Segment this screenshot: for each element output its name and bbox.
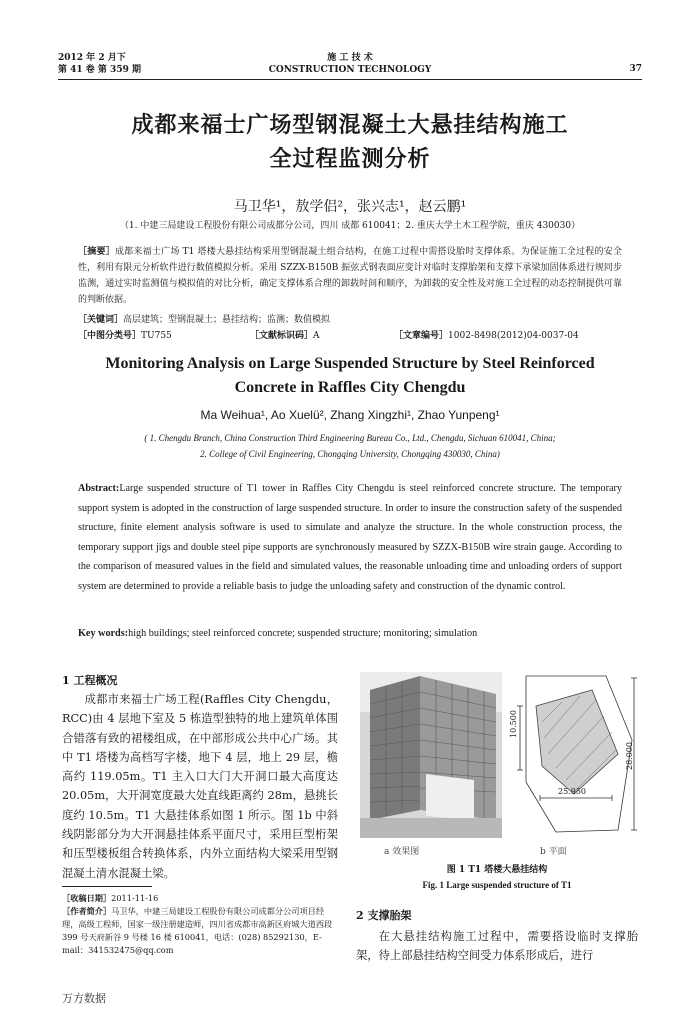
section1-body: 成都市来福士广场工程(Raffles City Chengdu，RCC)由 4 层地下室及 5 栋造型独特的地上建筑单体围合错落有致的裙楼组成，在中部形成公共中心广场。其中 T1 塔楼为高档写字楼，地下 4 层，地上 29 层，檐高约 119.05m。T1 主入口大门大开洞口最大高度达 20.05m，大开洞宽度最大处直线距离约 28m，悬挑长度约 10.5m。T1 大悬挂体系如图 1 所示。图 1b 中斜线阴影部分为大开洞悬挂体系平面尺寸，采用巨型桁架和压型楼板组合转换体系，内外立面结构大梁采用型钢混凝土清水混凝土梁。 <box>62 693 338 880</box>
affiliation-cn: （1. 中建三局建设工程股份有限公司成都分公司，四川 成都 610041；2. 重庆大学土木工程学院，重庆 430030） <box>119 221 581 231</box>
authors-en: Ma Weihua¹, Ao Xuelü², Zhang Xingzhi¹, Zhao Yunpeng¹ <box>200 408 500 422</box>
keywords-cn-text: 高层建筑；型钢混凝土；悬挂结构；监测；数值模拟 <box>123 315 331 325</box>
paper-title-cn-line2: 全过程监测分析 <box>269 146 431 172</box>
footnote <box>62 892 338 957</box>
keywords-cn-label: ［关键词］ <box>78 315 124 325</box>
doc-value: A <box>313 331 320 341</box>
watermark: 万方数据 <box>62 992 106 1005</box>
journal-name-en: CONSTRUCTION TECHNOLOGY <box>268 65 432 75</box>
figure-1-caption-en: Fig. 1 Large suspended structure of T1 <box>422 880 572 890</box>
affiliation-en-line1: ( 1. Chengdu Branch, China Construction Third Engineering Bureau Co., Ltd., Chengdu, Sichuan 610041, China; <box>144 433 556 443</box>
clc-value: TU755 <box>141 331 172 341</box>
article-value: 1002-8498(2012)04-0037-04 <box>448 331 579 341</box>
abstract-cn-label: ［摘要］ <box>78 247 115 257</box>
article-label: ［文章编号］ <box>394 331 449 341</box>
page-number: 37 <box>629 64 642 74</box>
article-number <box>394 329 579 343</box>
paper-title-cn-line1: 成都来福士广场型钢混凝土大悬挂结构施工 <box>131 112 569 138</box>
keywords-en-text: high buildings; steel reinforced concrete; suspended structure; monitoring; simulation <box>128 628 478 639</box>
doc-code <box>250 329 320 343</box>
section2-heading: 2 支撑胎架 <box>356 909 412 922</box>
footnote-received <box>62 892 338 905</box>
figure-1 <box>356 670 638 840</box>
paper-title-en <box>40 352 660 400</box>
figure-1b-caption: b 平面 <box>540 847 567 857</box>
dim-label-1: 10.500 <box>509 710 518 738</box>
abstract-en-text: Large suspended structure of T1 tower in Raffles City Chengdu is steel reinforced concrete structure. The temporary support system is adopted in the construction of large suspended structure. In order to insure the construction safety of the suspended structure, finite element analysis software is used to simulate and analyze the structure. In the whole construction process, the temporary support jigs and double steel pipe supports are synchronously measured by SZZX-B150B wire strain gauge. According to the comparison of measured values in the field and simulated values, the reasonable unloading time and unloading orders of support system are determined to provide a reliable basis to judge the unloading safety and construction of the dynamic control. <box>78 483 622 592</box>
abstract-cn <box>78 244 622 308</box>
clc-label: ［中图分类号］ <box>78 331 142 341</box>
received-label: ［收稿日期］ <box>62 893 112 903</box>
dim-label-2: 25.950 <box>558 787 586 796</box>
authors-cn: 马卫华¹，敖学侣²，张兴志¹，赵云鹏¹ <box>233 199 467 215</box>
paper-title-en-line2: Concrete in Raffles City Chengdu <box>234 379 466 396</box>
received-date: 2011-11-16 <box>111 893 159 903</box>
journal-name <box>58 52 642 76</box>
clc-code <box>78 329 172 343</box>
author-bio: 马卫华，中建三局建设工程股份有限公司成都分公司项目经理，高级工程师，国家一级注册建造师，四川省成都市高新区府城大道西段 399 号天府新谷 9 号楼 16 楼 610041，电话：(028) 85292130，E-mail：341532475@qq.com <box>62 906 333 955</box>
abstract-cn-text: 成都来福士广场 T1 塔楼大悬挂结构采用型钢混凝土组合结构，在施工过程中需搭设胎时支撑体系。为保证施工全过程的安全性，利用有限元分析软件进行数值模拟分析。采用 SZZX-B150B 振弦式钢表面应变计对临时支撑胎架和支撑下承梁加固体系进行规同步监测，通过实时监测值与模拟值的对比分析，确定支撑体系合理的卸载时间和顺序，为卸载的安全性及对施工全过程的动态控制提供可靠的判断依据。 <box>78 247 622 305</box>
abstract-en-label: Abstract: <box>78 483 120 494</box>
issue-date: 2012 年 2 月下 <box>58 53 126 63</box>
section2-body: 在大悬挂结构施工过程中，需要搭设临时支撑胎架，待上部悬挂结构空间受力体系形成后，进行 <box>356 930 638 963</box>
footnote-rule <box>62 886 152 887</box>
tower-rendering-image <box>360 672 502 838</box>
keywords-en-label: Key words: <box>78 628 129 639</box>
affiliation-en-line2: 2. College of Civil Engineering, Chongqing University, Chongqing 430030, China) <box>200 449 500 459</box>
paper-title-en-line1: Monitoring Analysis on Large Suspended Structure by Steel Reinforced <box>105 355 595 372</box>
figure-1-caption-cn: 图 1 T1 塔楼大悬挂结构 <box>446 865 548 875</box>
keywords-en <box>78 628 642 639</box>
journal-name-cn: 施 工 技 术 <box>327 53 373 63</box>
issue-volume: 第 41 卷 第 359 期 <box>58 65 141 75</box>
author-label: ［作者简介］ <box>62 906 112 916</box>
paper-title-cn <box>40 108 660 176</box>
abstract-en <box>78 479 622 597</box>
footnote-author <box>62 905 338 957</box>
plan-drawing <box>517 676 637 832</box>
keywords-cn <box>78 312 622 328</box>
doc-label: ［文献标识码］ <box>250 331 314 341</box>
running-header <box>58 52 642 80</box>
figure-1a-caption: a 效果图 <box>384 847 420 857</box>
section1-heading: 1 工程概况 <box>62 674 118 687</box>
affiliation-en <box>40 430 660 462</box>
dim-label-3: 28.000 <box>625 742 634 770</box>
figure-1-graphic <box>356 670 638 840</box>
